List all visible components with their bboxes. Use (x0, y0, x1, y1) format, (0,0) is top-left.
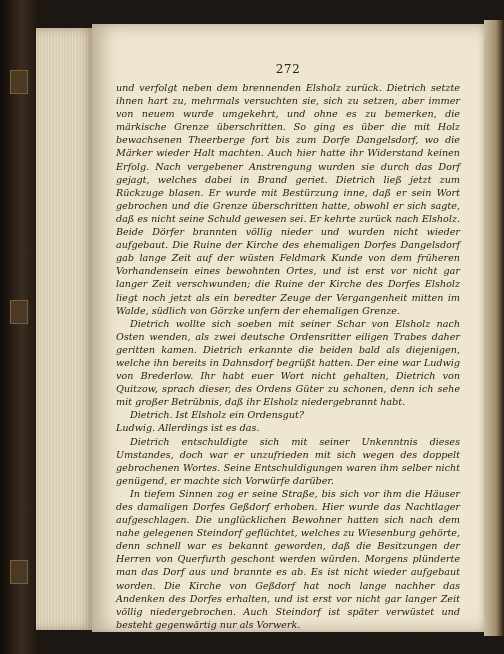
page-edges (36, 28, 94, 630)
paragraph: In tiefem Sinnen zog er seine Straße, bis sich vor ihm die Häuser des damaligen Dorfes Geßdorf erhoben. Hier wurde das Nachtlager aufgeschlagen. Die unglücklichen Bewohner hatten sich nach dem nahe gelegenen Steindorf geflüchtet, welches zu Wiesenburg gehörte, denn schnell war es bekannt geworden, daß die Besitzungen der Herren von Querfurth geschont werden würden. Morgens plünderte man das Dorf aus und brannte es ab. Es ist nicht wieder aufgebaut worden. Die Kirche von Geßdorf hat noch lange nachher das Andenken des Dorfes erhalten, und ist erst vor nicht gar langer Zeit völlig niedergebrochen. Auch Steindorf ist später verwüstet und besteht gegenwärtig nur als Vorwerk. (116, 488, 460, 631)
spine-clasp (10, 70, 28, 94)
paragraph: Dietrich zog auf einem Waldwege nach Bosdorf, welchem Orte (130, 632, 435, 644)
page-text (116, 82, 460, 645)
right-page-edge (484, 20, 504, 636)
page-number: 272 (275, 62, 301, 76)
spine-clasp (10, 300, 28, 324)
spine-clasp (10, 560, 28, 584)
dialogue-line: Ludwig. Allerdings ist es das. (116, 423, 260, 435)
paragraph: Dietrich entschuldigte sich mit seiner Unkenntnis dieses Umstandes, doch war er unzufrieden mit sich wegen des doppelt gebrochenen Wortes. Seine Entschuldigungen waren ihm selber nicht genügend, er machte sich Vorwürfe darüber. (116, 436, 460, 487)
book-spine (0, 0, 40, 654)
paragraph: Dietrich wollte sich soeben mit seiner Schar von Elsholz nach Osten wenden, als zwei deutsche Ordensritter eiligen Trabes daher geritten kamen. Dietrich erkannte die beiden bald als diejenigen, welche ihn bereits in Dahnsdorf begrüßt hatten. Der eine war Ludwig von Brederlow. Ihr habt euer Wort nicht gehalten, Dietrich von Quitzow, sprach dieser, des Ordens Güter zu schonen, denn ich sehe mit großer Betrübnis, daß ihr Elsholz niedergebrannt habt. (116, 318, 460, 409)
book-page (92, 24, 484, 644)
paragraph: und verfolgt neben dem brennenden Elsholz zurück. Dietrich setzte ihnen hart zu, mehrmals versuchten sie, sich zu setzen, aber immer von neuem wurde umgekehrt, und ohne es zu bemerken, die märkische Grenze überschritten. So ging es über die mit Holz bewachsenen Theerberge fort bis zum Dorfe Dangelsdorf, wo die Märker wieder Halt machten. Auch hier hatte ihr Widerstand keinen Erfolg. Nach vergebener Anstrengung wurden sie durch das Dorf gejagt, welches dabei in Brand geriet. Dietrich ließ jetzt zum Rückzuge blasen. Er wurde mit Bestürzung inne, daß er sein Wort gebrochen und die Grenze überschritten hatte, obwohl er sich sagte, daß es nicht seine Schuld gewesen sei. Er kehrte zurück nach Elsholz. Beide Dörfer brannten völlig nieder und wurden nicht wieder aufgebaut. Die Ruine der Kirche des ehemaligen Dorfes Dangelsdorf gab lange Zeit auf der wüsten Feldmark Kunde von dem früheren Vorhandensein eines bewohnten Ortes, und ist erst vor nicht gar langer Zeit verschwunden; die Ruine der Kirche des Dorfes Elsholz liegt noch jetzt als ein beredter Zeuge der Vergangenheit mitten im Walde, südlich von Görzke unfern der ehemaligen Grenze. (116, 83, 460, 317)
dialogue-line: Dietrich. Ist Elsholz ein Ordensgut? (130, 410, 305, 422)
